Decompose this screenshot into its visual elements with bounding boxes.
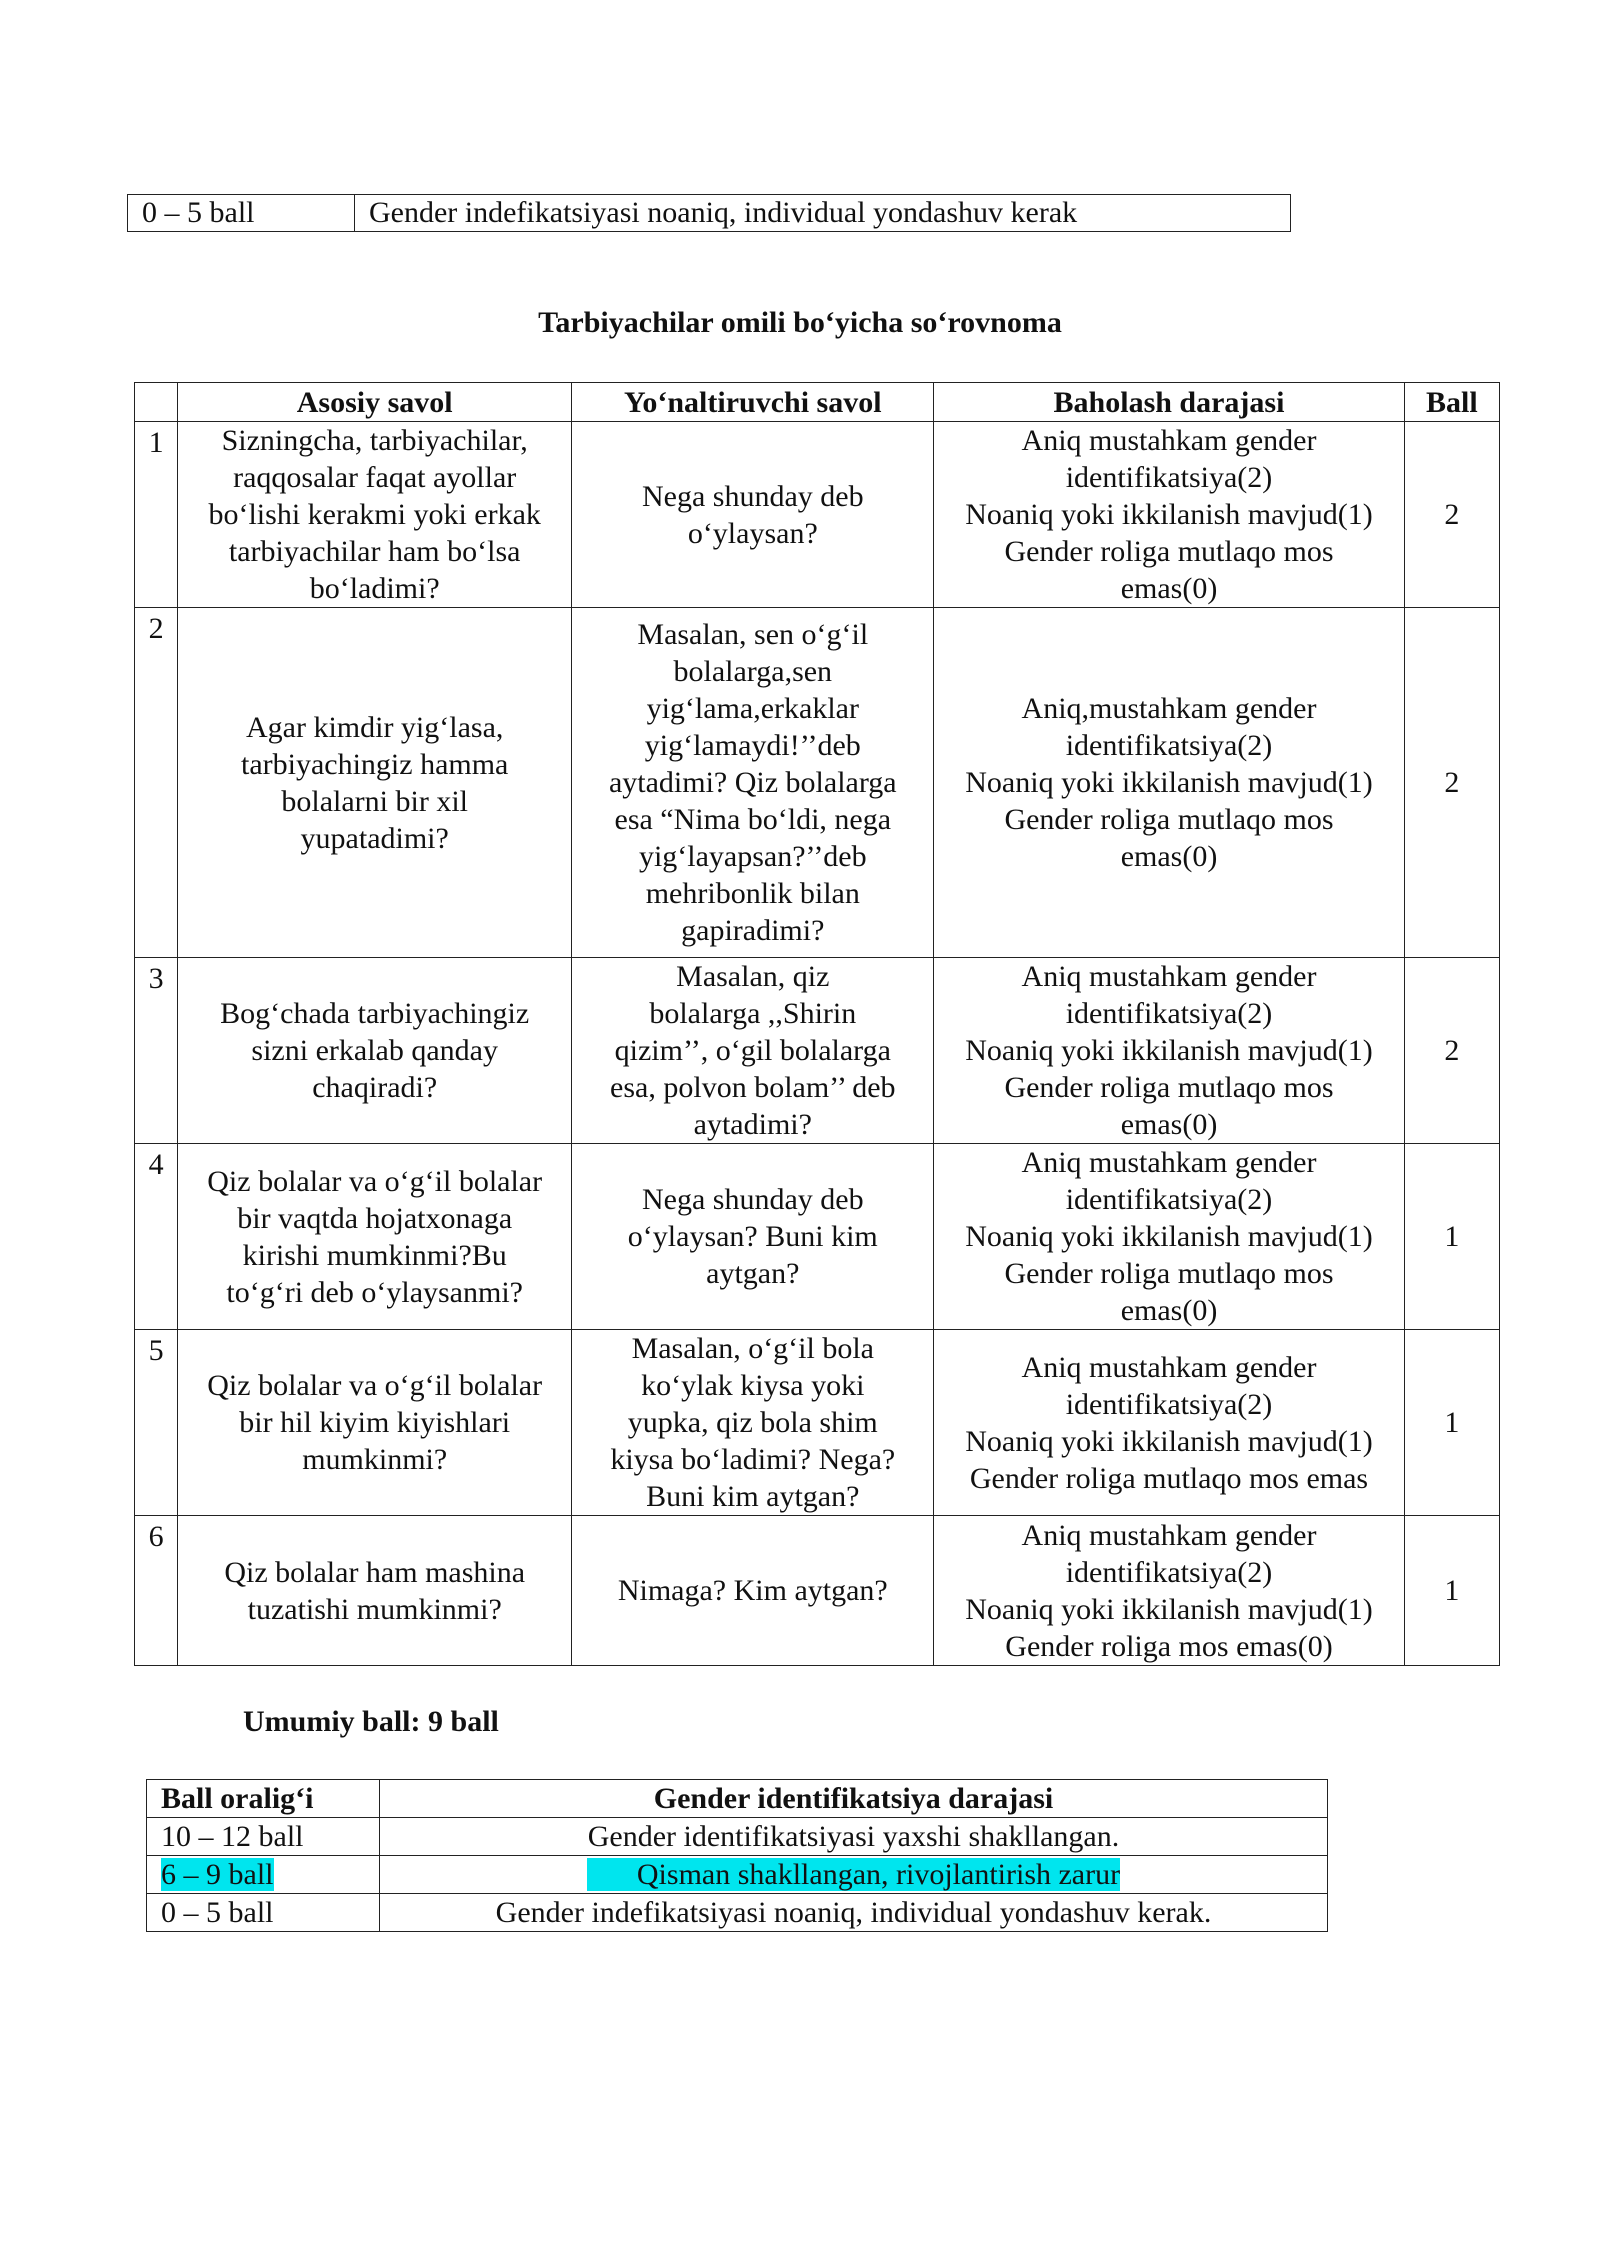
table-header-row (135, 383, 1500, 422)
table-row (128, 195, 1291, 232)
table-header-row (147, 1780, 1328, 1818)
main-question-cell-line: Sizningcha, tarbiyachilar, (221, 424, 528, 457)
assessment-cell-line: identifikatsiya(2) (1065, 1555, 1273, 1589)
main-question-cell-line: Qiz bolalar va o‘g‘il bolalar (207, 1164, 543, 1198)
main-question-cell-line: raqqosalar faqat ayollar (233, 461, 517, 494)
assessment-cell-line: identifikatsiya(2) (1065, 461, 1273, 494)
assessment-cell-line: Noaniq yoki ikkilanish mavjud(1) (965, 766, 1373, 799)
assessment-cell-line: emas(0) (1120, 1108, 1218, 1141)
guiding-question-cell-line: Masalan, sen o‘g‘il (637, 618, 869, 651)
assessment-cell-line: Gender roliga mutlaqo mos (1004, 1257, 1334, 1290)
main-question-cell (178, 1516, 572, 1666)
table-row (135, 608, 1500, 958)
guiding-question-cell (572, 1516, 934, 1666)
assessment-cell-line: Aniq mustahkam gender (1021, 1146, 1317, 1179)
main-question-cell-line: yupatadimi? (300, 821, 449, 855)
row-number: 5 (135, 1330, 178, 1516)
survey-body (135, 422, 1500, 1666)
assessment-cell-line: identifikatsiya(2) (1065, 1387, 1273, 1421)
level-header: Gender identifikatsiya darajasi (380, 1780, 1328, 1818)
assessment-cell-line: identifikatsiya(2) (1065, 1183, 1273, 1216)
main-question-cell-line: Agar kimdir yig‘lasa, (245, 710, 504, 744)
table-row (147, 1818, 1328, 1856)
main-question-cell (178, 958, 572, 1144)
assessment-cell-line: identifikatsiya(2) (1065, 997, 1273, 1030)
guiding-question-cell-line: bolalarga ,,Shirin (649, 997, 857, 1030)
guiding-question-cell-line: Masalan, qiz (676, 960, 830, 993)
main-question-cell (178, 608, 572, 958)
row-number: 6 (135, 1516, 178, 1666)
main-question-cell-line: bolalarni bir xil (281, 784, 468, 818)
main-question-cell (178, 422, 572, 608)
level-text: Gender identifikatsiyasi yaxshi shakllangan. (587, 1820, 1120, 1853)
number-header (135, 383, 178, 422)
table-row (135, 1330, 1500, 1516)
guiding-question-cell-line: Nega shunday deb (641, 1183, 864, 1216)
main-question-cell-line: Qiz bolalar va o‘g‘il bolalar (207, 1369, 543, 1402)
main-question-cell-line: chaqiradi? (312, 1071, 438, 1104)
ball-cell: 2 (1404, 422, 1499, 608)
range-cell (147, 1818, 380, 1856)
page-title: Tarbiyachilar omili bo‘yicha so‘rovnoma (538, 306, 1062, 339)
guiding-question-cell (572, 1330, 934, 1516)
range-text: 10 – 12 ball (161, 1820, 304, 1853)
ball-cell: 2 (1404, 608, 1499, 958)
guiding-question-cell-line: Buni kim aytgan? (646, 1480, 860, 1513)
guiding-question-cell-line: o‘ylaysan? Buni kim (627, 1220, 878, 1253)
guiding-question-cell-line: esa, polvon bolam’’ deb (610, 1071, 896, 1104)
range-header: Ball oralig‘i (147, 1780, 380, 1818)
guiding-question-cell-line: yig‘layapsan?’’deb (638, 840, 867, 873)
assessment-cell-line: Aniq mustahkam gender (1021, 960, 1317, 993)
guiding-question-cell-line: aytgan? (706, 1257, 800, 1290)
guiding-question-cell-line: aytadimi? Qiz bolalarga (608, 766, 897, 799)
assessment-cell-line: Aniq mustahkam gender (1021, 1350, 1317, 1384)
range-body (147, 1818, 1328, 1932)
table-row (147, 1856, 1328, 1894)
assessment-cell (934, 1516, 1404, 1666)
carryover-range-table (127, 194, 1291, 232)
assessment-cell-line: emas(0) (1120, 572, 1218, 605)
table-row (135, 1144, 1500, 1330)
guiding-question-cell (572, 422, 934, 608)
assessment-cell (934, 422, 1404, 608)
guiding-question-cell-line: o‘ylaysan? (687, 516, 818, 550)
guiding-question-cell-line: bolalarga,sen (673, 655, 833, 688)
ball-cell: 1 (1404, 1144, 1499, 1330)
guiding-question-cell (572, 958, 934, 1144)
guiding-question-cell-line: Masalan, o‘g‘il bola (631, 1332, 874, 1365)
assessment-cell-line: Gender roliga mos emas(0) (1005, 1629, 1333, 1663)
row-number: 3 (135, 958, 178, 1144)
assessment-cell-line: Noaniq yoki ikkilanish mavjud(1) (965, 1424, 1373, 1458)
main-question-cell-line: bir vaqtda hojatxonaga (237, 1201, 513, 1235)
assessment-cell-line: emas(0) (1120, 840, 1218, 873)
range-text: 6 – 9 ball (161, 1858, 274, 1891)
guiding-question-cell-line: mehribonlik bilan (645, 877, 860, 910)
main-question-cell (178, 1144, 572, 1330)
main-question-header: Asosiy savol (178, 383, 572, 422)
level-cell (380, 1894, 1328, 1932)
ball-header: Ball (1404, 383, 1499, 422)
range-cell: 0 – 5 ball (128, 195, 355, 232)
level-cell (380, 1818, 1328, 1856)
ball-cell: 1 (1404, 1330, 1499, 1516)
assessment-cell-line: Aniq mustahkam gender (1021, 1518, 1317, 1552)
total-score: Umumiy ball: 9 ball (243, 1705, 499, 1738)
assessment-cell (934, 608, 1404, 958)
guiding-question-cell (572, 608, 934, 958)
range-text: 0 – 5 ball (161, 1896, 274, 1929)
range-cell (147, 1894, 380, 1932)
table-row (135, 422, 1500, 608)
guiding-question-cell-line: Nega shunday deb (641, 479, 864, 513)
main-question-cell-line: bo‘lishi kerakmi yoki erkak (208, 498, 541, 531)
score-range-table (146, 1779, 1328, 1932)
assessment-header: Baholash darajasi (934, 383, 1404, 422)
assessment-cell-line: identifikatsiya(2) (1065, 729, 1273, 762)
assessment-cell-line: Noaniq yoki ikkilanish mavjud(1) (965, 1592, 1373, 1626)
description-cell: Gender indefikatsiyasi noaniq, individual yondashuv kerak (355, 195, 1291, 232)
assessment-cell-line: Aniq mustahkam gender (1021, 424, 1317, 457)
guiding-question-cell-line: esa “Nima bo‘ldi, nega (614, 803, 892, 836)
guiding-question-cell (572, 1144, 934, 1330)
main-question-cell-line: bir hil kiyim kiyishlari (239, 1406, 511, 1439)
assessment-cell (934, 958, 1404, 1144)
main-question-cell-line: bo‘ladimi? (309, 572, 440, 605)
row-number: 4 (135, 1144, 178, 1330)
level-cell (380, 1856, 1328, 1894)
range-cell (147, 1856, 380, 1894)
table-row (135, 958, 1500, 1144)
assessment-cell-line: Noaniq yoki ikkilanish mavjud(1) (965, 1220, 1373, 1253)
assessment-cell-line: Gender roliga mutlaqo mos (1004, 535, 1334, 568)
guiding-question-cell-line: qizim’’, o‘gil bolalarga (614, 1034, 891, 1067)
main-question-cell-line: Qiz bolalar ham mashina (224, 1555, 526, 1589)
level-text: Gender indefikatsiyasi noaniq, individual yondashuv kerak. (495, 1896, 1212, 1929)
guiding-question-cell-line: yig‘lama,erkaklar (646, 692, 859, 725)
ball-cell: 2 (1404, 958, 1499, 1144)
assessment-cell-line: Aniq,mustahkam gender (1021, 692, 1317, 725)
guiding-question-cell-line: Nimaga? Kim aytgan? (617, 1574, 888, 1607)
main-question-cell-line: Bog‘chada tarbiyachingiz (220, 997, 530, 1030)
assessment-cell-line: Noaniq yoki ikkilanish mavjud(1) (965, 1034, 1373, 1067)
ball-cell: 1 (1404, 1516, 1499, 1666)
main-question-cell-line: kirishi mumkinmi?Bu (242, 1238, 507, 1272)
row-number: 1 (135, 422, 178, 608)
assessment-cell-line: Gender roliga mutlaqo mos (1004, 1071, 1334, 1104)
guiding-question-cell-line: yig‘lamaydi!’’deb (644, 729, 861, 762)
assessment-cell-line: Gender roliga mutlaqo mos emas (969, 1461, 1369, 1495)
guiding-question-cell-line: ko‘ylak kiysa yoki (641, 1369, 865, 1402)
level-text: Qisman shakllangan, rivojlantirish zarur (587, 1858, 1120, 1891)
main-question-cell-line: tuzatishi mumkinmi? (247, 1592, 502, 1626)
assessment-cell (934, 1330, 1404, 1516)
assessment-cell-line: Noaniq yoki ikkilanish mavjud(1) (965, 498, 1373, 531)
guiding-question-cell-line: aytadimi? (693, 1108, 812, 1141)
survey-table (134, 382, 1500, 1666)
main-question-cell-line: tarbiyachingiz hamma (240, 747, 509, 781)
guiding-question-cell-line: yupka, qiz bola shim (627, 1406, 878, 1439)
main-question-cell-line: mumkinmi? (302, 1443, 448, 1476)
table-row (135, 1516, 1500, 1666)
guiding-question-cell-line: kiysa bo‘ladimi? Nega? (610, 1443, 896, 1476)
row-number: 2 (135, 608, 178, 958)
guiding-question-header: Yo‘naltiruvchi savol (572, 383, 934, 422)
assessment-cell-line: emas(0) (1120, 1294, 1218, 1327)
table-row (147, 1894, 1328, 1932)
main-question-cell-line: sizni erkalab qanday (251, 1034, 498, 1067)
assessment-cell-line: Gender roliga mutlaqo mos (1004, 803, 1334, 836)
guiding-question-cell-line: gapiradimi? (681, 914, 825, 947)
assessment-cell (934, 1144, 1404, 1330)
main-question-cell-line: to‘g‘ri deb o‘ylaysanmi? (226, 1275, 523, 1309)
main-question-cell (178, 1330, 572, 1516)
main-question-cell-line: tarbiyachilar ham bo‘lsa (228, 535, 521, 568)
